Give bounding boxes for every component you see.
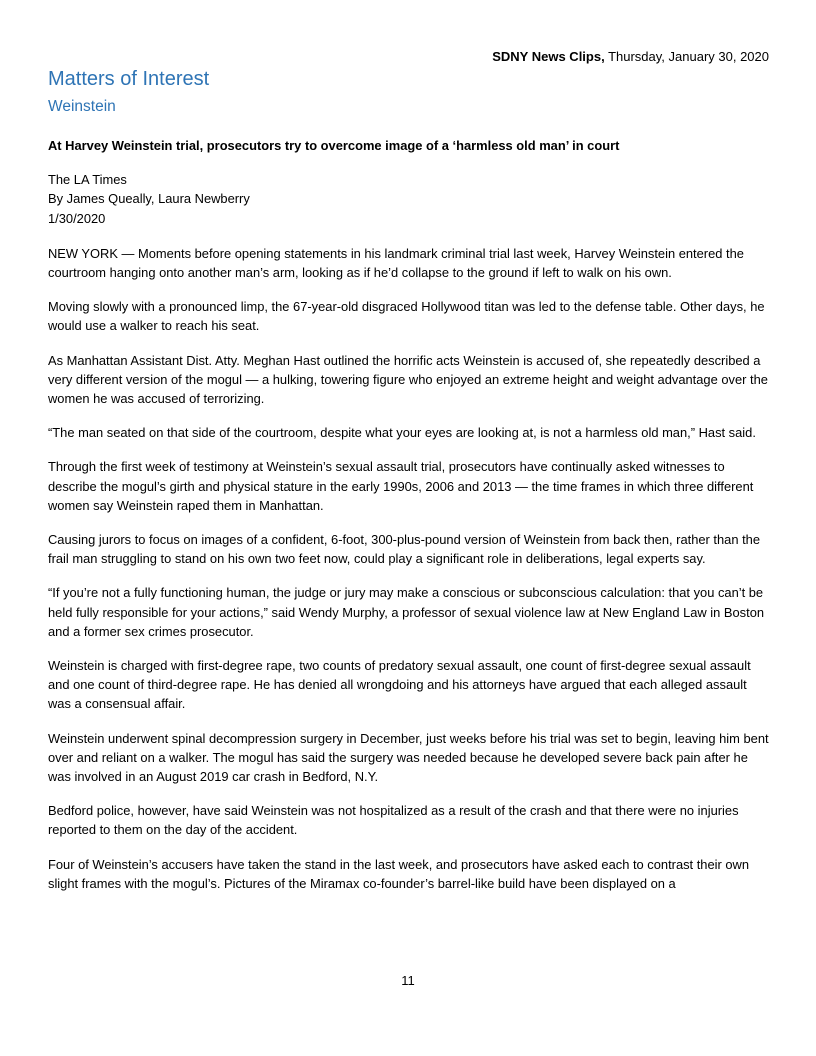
article-paragraph: As Manhattan Assistant Dist. Atty. Meghan Hast outlined the horrific acts Weinstein is accused of, she repeatedly described a very different version of the mogul — a hulking, towering figure who enjoyed an extreme height and weight advantage over the women he was accused of terrorizing.	[48, 352, 768, 407]
article	[48, 136, 770, 908]
header-date: Thursday, January 30, 2020	[604, 49, 769, 64]
article-paragraph: “If you’re not a fully functioning human, the judge or jury may make a conscious or subconscious calculation: that you can’t be held fully responsible for your actions,” said Wendy Murphy, a professor of sexual violence law at New England Law in Boston and a former sex crimes prosecutor.	[48, 585, 765, 639]
article-headline: At Harvey Weinstein trial, prosecutors try to overcome image of a ‘harmless old man’ in court	[48, 138, 620, 153]
article-paragraph: Through the first week of testimony at Weinstein’s sexual assault trial, prosecutors have continually asked witnesses to describe the mogul’s girth and physical stature in the early 1990s, 2006 and 2013 — the time frames in which three different women say Weinstein raped them in Manhattan.	[48, 459, 754, 513]
article-paragraph: Weinstein is charged with first-degree rape, two counts of predatory sexual assault, one count of first-degree sexual assault and one count of third-degree rape. He has denied all wrongdoing and his attorneys have argued that each alleged assault was a consensual affair.	[48, 658, 751, 712]
article-source: The LA Times	[48, 172, 127, 188]
page-number: 11	[401, 973, 415, 988]
article-paragraph: Four of Weinstein’s accusers have taken the stand in the last week, and prosecutors have asked each to contrast their own slight frames with the mogul’s. Pictures of the Miramax co-founder’s barrel-like build have been displayed on a	[48, 856, 750, 891]
article-paragraph: NEW YORK — Moments before opening statements in his landmark criminal trial last week, Harvey Weinstein entered the courtroom hanging onto another man’s arm, looking as if he’d collapse to the ground if left to walk on his own.	[48, 245, 744, 281]
article-meta	[48, 170, 770, 228]
subsection-title: Weinstein	[48, 98, 116, 115]
article-byline: By James Queally, Laura Newberry	[48, 191, 250, 207]
page-header	[492, 48, 769, 66]
article-paragraph: Weinstein underwent spinal decompression surgery in December, just weeks before his trial was set to begin, leaving him bent over and reliant on a walker. The mogul has said the surgery was needed because he developed severe back pain after he was involved in an August 2019 car crash in Bedford, N.Y.	[48, 730, 769, 785]
section-title: Matters of Interest	[48, 68, 210, 90]
article-paragraph: “The man seated on that side of the courtroom, despite what your eyes are looking at, is not a harmless old man,” Hast said.	[48, 425, 756, 441]
article-date: 1/30/2020	[48, 210, 106, 226]
article-paragraph: Bedford police, however, have said Weinstein was not hospitalized as a result of the crash and that there were no injuries reported to them on the day of the accident.	[48, 803, 739, 838]
article-paragraph: Moving slowly with a pronounced limp, the 67-year-old disgraced Hollywood titan was led to the defense table. Other days, he would use a walker to reach his seat.	[48, 299, 765, 334]
article-paragraph: Causing jurors to focus on images of a confident, 6-foot, 300-plus-pound version of Weinstein from back then, rather than the frail man struggling to stand on his own two feet now, could play a significant role in deliberations, legal experts say.	[48, 532, 761, 567]
publication-name: SDNY News Clips,	[492, 49, 605, 64]
